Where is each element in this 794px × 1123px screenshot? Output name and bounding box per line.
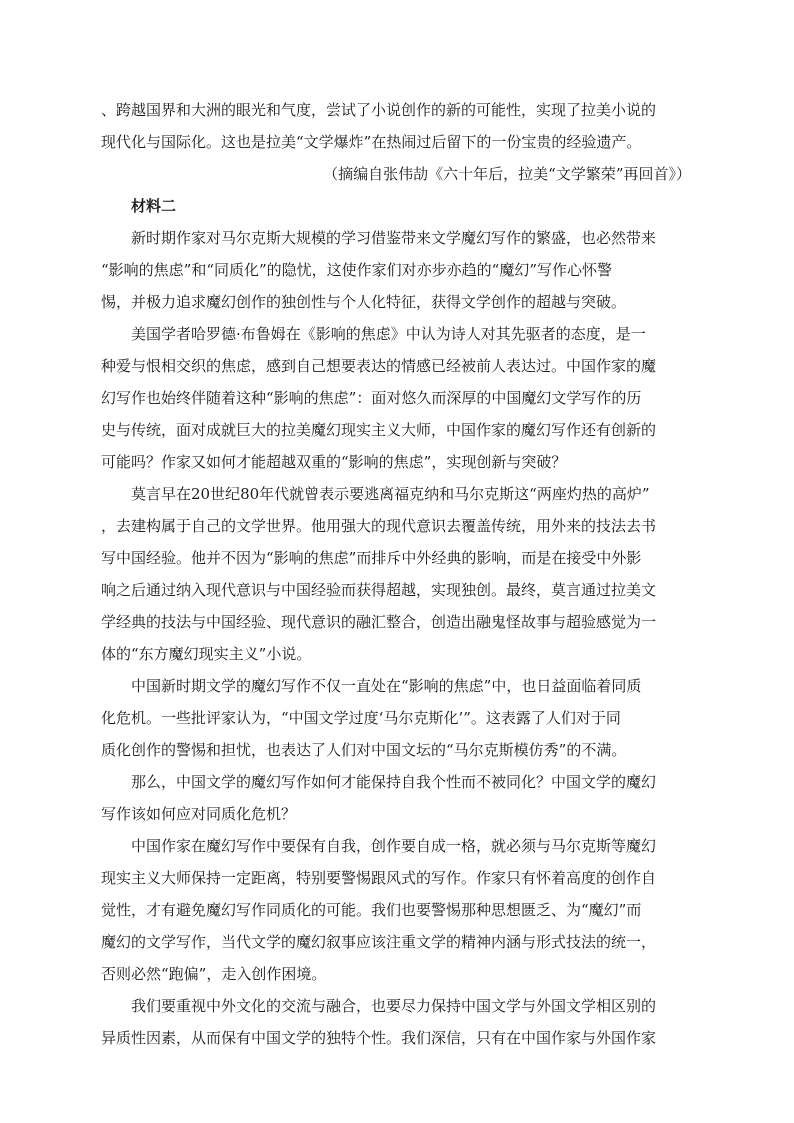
paragraph — [101, 990, 691, 1054]
text-line: 那么，中国文学的魔幻写作如何才能保持自我个性而不被同化？中国文学的魔幻 — [131, 773, 657, 791]
text-line: 史与传统，面对成就巨大的拉美魔幻现实主义大师，中国作家的魔幻写作还有创新的 — [101, 421, 657, 439]
text-line: 幻写作也始终伴随着这种“影响的焦虑”：面对悠久而深厚的中国魔幻文学写作的历 — [101, 389, 642, 407]
text-line: 质化创作的警惕和担忧，也表达了人们对中国文坛的“马尔克斯模仿秀”的不满。 — [101, 741, 627, 759]
text-line: 中国新时期文学的魔幻写作不仅一直处在“影响的焦虑”中，也日益面临着同质 — [131, 677, 642, 695]
text-line: 我们要重视中外文化的交流与融合，也要尽力保持中国文学与外国文学相区别的 — [131, 997, 657, 1015]
paragraph — [101, 222, 691, 318]
source-citation: （摘编自张伟劼《六十年后，拉美“文学繁荣”再回首》） — [323, 165, 691, 183]
text-line: 种爱与恨相交织的焦虑，感到自己想要表达的情感已经被前人表达过。中国作家的魔 — [101, 357, 657, 375]
text-line: 学经典的技法与中国经验、现代意识的融汇整合，创造出融鬼怪故事与超验感觉为一 — [101, 613, 657, 631]
text-line: 可能吗？作家又如何才能超越双重的“影响的焦虑”，实现创新与突破？ — [101, 453, 567, 471]
paragraph — [101, 830, 691, 990]
text-line: “影响的焦虑”和“同质化”的隐忧，这使作家们对亦步亦趋的“魔幻”写作心怀警 — [101, 261, 613, 279]
section-heading: 材料二 — [131, 197, 177, 215]
text-line: 响之后通过纳入现代意识与中国经验而获得超越，实现独创。最终，莫言通过拉美文 — [101, 581, 657, 599]
text-line: 美国学者哈罗德·布鲁姆在《影响的焦虑》中认为诗人对其先驱者的态度，是一 — [131, 325, 646, 343]
text-line: 否则必然“跑偏”，走入创作困境。 — [101, 965, 327, 983]
text-line: 中国作家在魔幻写作中要保有自我，创作要自成一格，就必须与马尔克斯等魔幻 — [131, 837, 657, 855]
text-line: 觉性，才有避免魔幻写作同质化的可能。我们也要警惕那种思想匮乏、为“魔幻”而 — [101, 901, 642, 919]
text-line: 惕，并极力追求魔幻创作的独创性与个人化特征，获得文学创作的超越与突破。 — [101, 293, 627, 311]
text-line: 现代化与国际化。这也是拉美“文学爆炸”在热闹过后留下的一份宝贵的经验遗产。 — [101, 133, 642, 151]
text-line: 体的“东方魔幻现实主义”小说。 — [101, 645, 312, 663]
text-line: ，去建构属于自己的文学世界。他用强大的现代意识去覆盖传统，用外来的技法去书 — [101, 517, 657, 535]
text-line: 写作该如何应对同质化危机？ — [101, 805, 297, 823]
document-body — [101, 94, 691, 1054]
text-line: 、跨越国界和大洲的眼光和气度，尝试了小说创作的新的可能性，实现了拉美小说的 — [101, 101, 657, 119]
text-line: 化危机。一些批评家认为，“中国文学过度‘马尔克斯化’”。这表露了人们对于同 — [101, 709, 621, 727]
paragraph — [101, 318, 691, 478]
text-line: 现实主义大师保持一定距离，特别要警惕跟风式的写作。作家只有怀着高度的创作自 — [101, 869, 657, 887]
text-line: 异质性因素，从而保有中国文学的独特个性。我们深信，只有在中国作家与外国作家 — [101, 1029, 657, 1047]
text-line: 魔幻的文学写作，当代文学的魔幻叙事应该注重文学的精神内涵与形式技法的统一， — [101, 933, 657, 951]
text-line: 新时期作家对马尔克斯大规模的学习借鉴带来文学魔幻写作的繁盛，也必然带来 — [131, 229, 657, 247]
paragraph — [101, 478, 691, 670]
paragraph — [101, 670, 691, 766]
paragraph — [101, 766, 691, 830]
text-line: 写中国经验。他并不因为“影响的焦虑”而排斥中外经典的影响，而是在接受中外影 — [101, 549, 642, 567]
text-line: 莫言早在20世纪80年代就曾表示要逃离福克纳和马尔克斯这“两座灼热的高炉” — [131, 485, 650, 503]
